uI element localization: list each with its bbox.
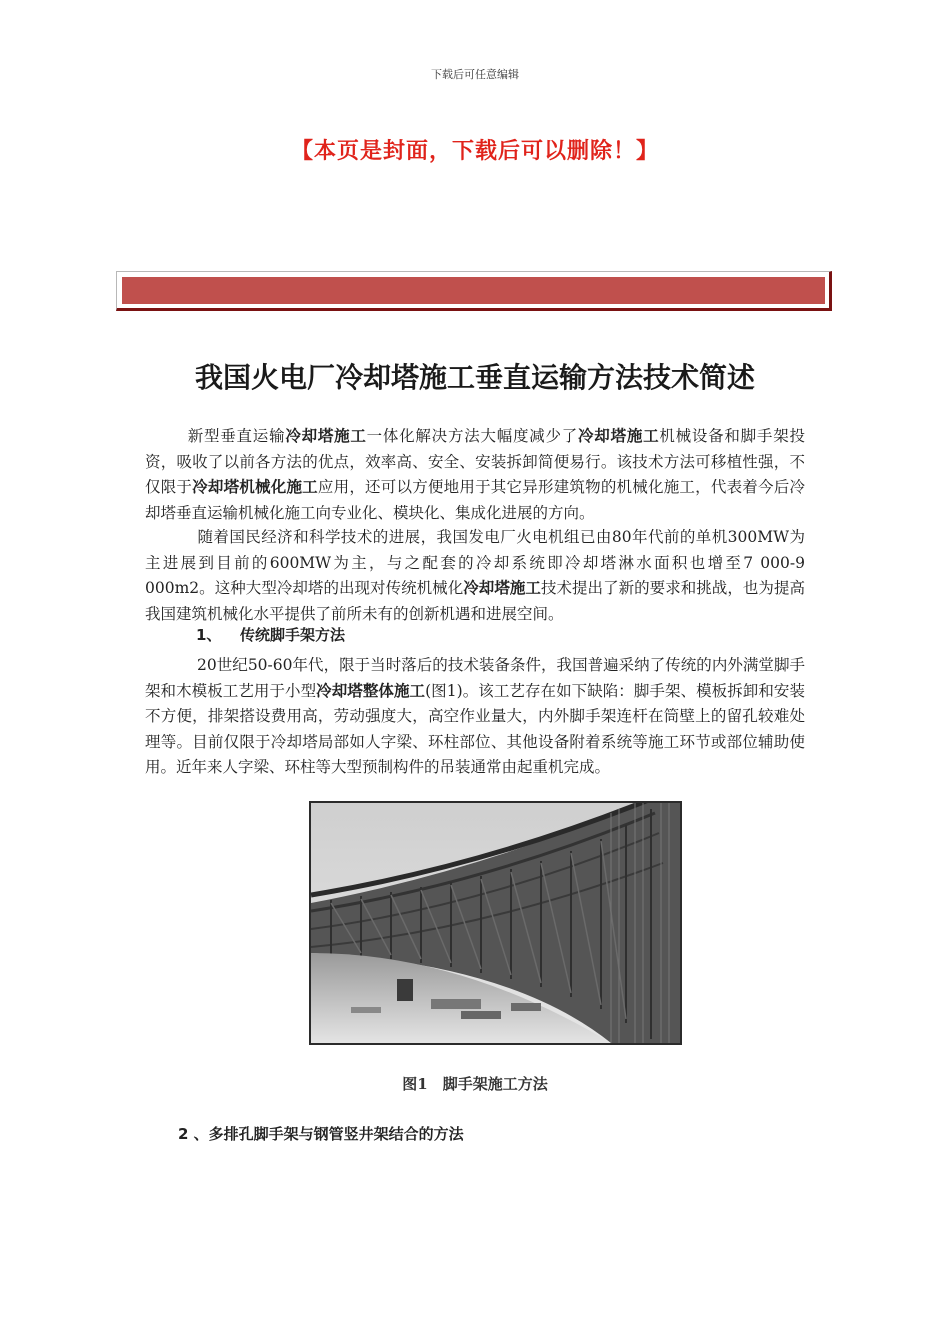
section-heading-1: 1、 传统脚手架方法: [196, 626, 346, 644]
scaffold-photo-illustration: [311, 803, 680, 1043]
paragraph-1: 新型垂直运输冷却塔施工一体化解决方法大幅度减少了冷却塔施工机械设备和脚手架投资，吸收了以前各方法的优点，效率高、安全、安装拆卸简便易行。该技术方法可移植性强，不仅限于冷却塔机械化施工应用，还可以方便地用于其它异形建筑物的机械化施工，代表着今后冷却塔垂直运输机械化施工向专业化、模块化、集成化进展的方向。: [145, 427, 805, 522]
section-heading-2: 2 、多排孔脚手架与钢管竖井架结合的方法: [178, 1125, 464, 1143]
cover-note: 【本页是封面，下载后可以删除！】: [290, 139, 659, 164]
document-title: 我国火电厂冷却塔施工垂直运输方法技术简述: [194, 361, 755, 394]
banner-fill: [122, 277, 825, 304]
header-note: 下载后可任意编辑: [431, 68, 519, 81]
figure-scaffold-photo: [309, 801, 682, 1045]
decorative-banner: [116, 271, 832, 311]
paragraph-2: 随着国民经济和科学技术的进展，我国发电厂火电机组已由80年代前的单机300MW为主进展到目前的600MW为主，与之配套的冷却系统即冷却塔淋水面积也增至7 000-9 000m2。这种大型冷却塔的出现对传统机械化冷却塔施工技术提出了新的要求和挑战，也为提高我国建筑机械化水平提供了前所未有的创新机遇和进展空间。: [145, 528, 805, 623]
figure-caption: 图1 脚手架施工方法: [402, 1075, 548, 1093]
paragraph-3: 20世纪50-60年代，限于当时落后的技术装备条件，我国普遍采纳了传统的内外满堂脚手架和木模板工艺用于小型冷却塔整体施工(图1)。该工艺存在如下缺陷：脚手架、模板拆卸和安装不方便，排架搭设费用高，劳动强度大，高空作业量大，内外脚手架连杆在筒壁上的留孔较难处理等。目前仅限于冷却塔局部如人字梁、环柱部位、其他设备附着系统等施工环节或部位辅助使用。近年来人字梁、环柱等大型预制构件的吊装通常由起重机完成。: [145, 656, 805, 777]
